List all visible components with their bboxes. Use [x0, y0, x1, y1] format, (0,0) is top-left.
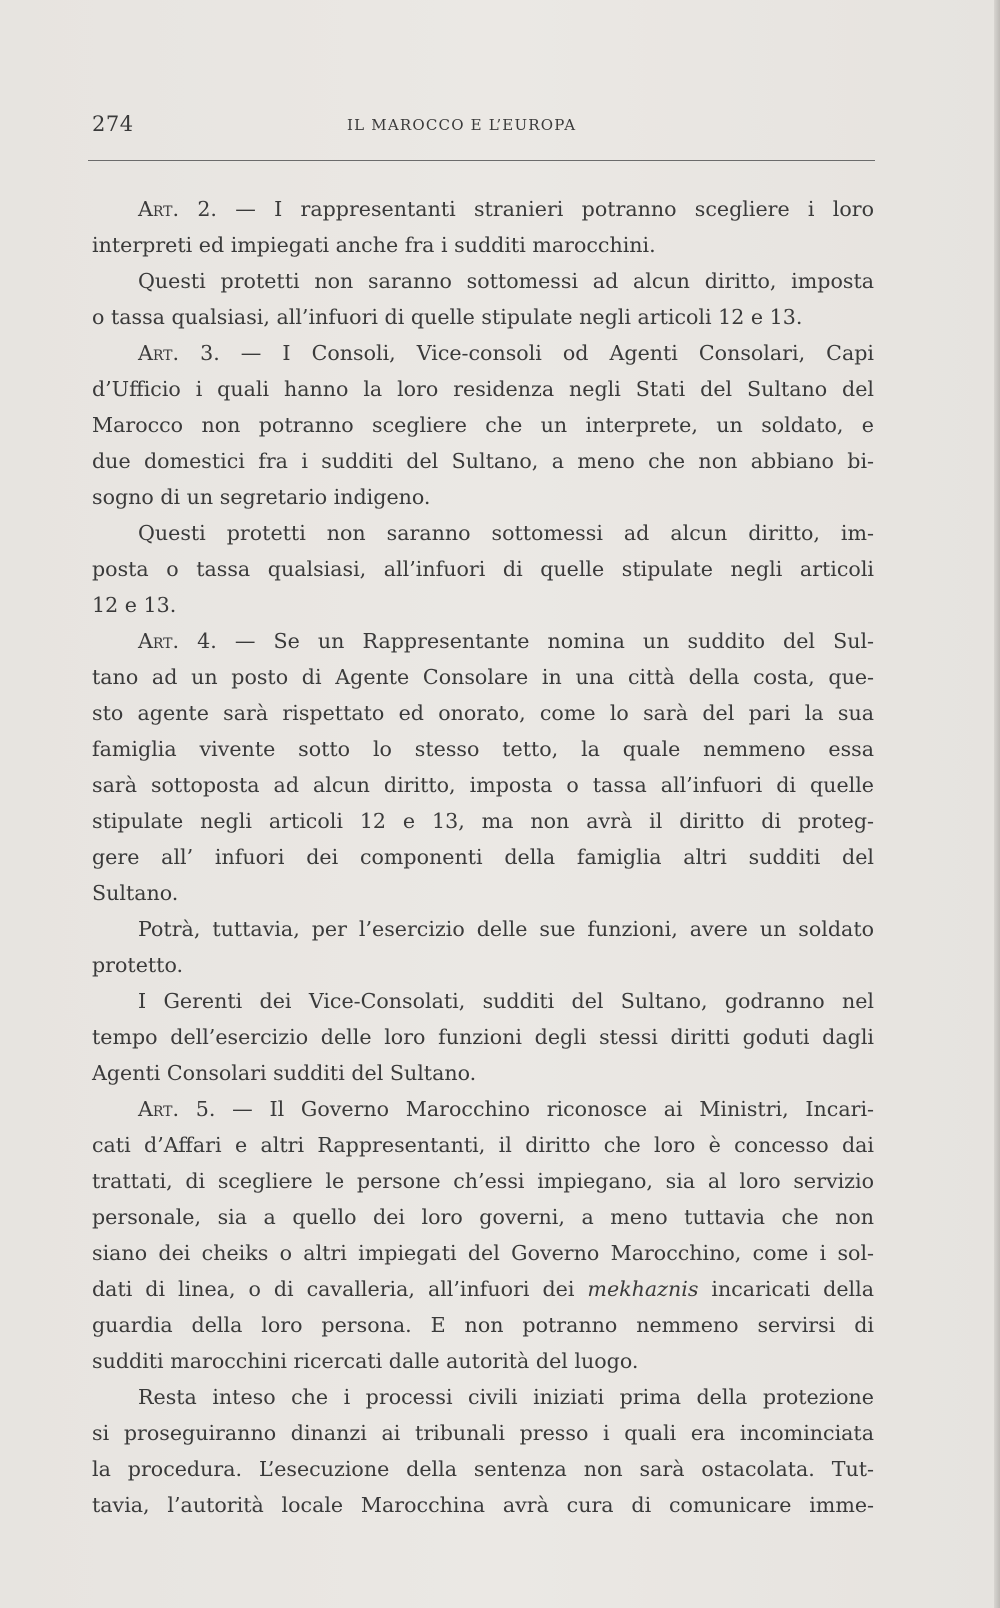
line-text: cati d’Affari e altri Rappresentanti, il diritto che loro è concesso dai — [92, 1133, 874, 1157]
line-text: 4. — Se un Rappresentante nomina un suddito del Sul- — [179, 629, 874, 653]
line-text: due domestici fra i sudditi del Sultano, a meno che non abbiano bi- — [92, 449, 874, 473]
line-text: guardia della loro persona. E non potranno nemmeno servirsi di — [92, 1313, 874, 1337]
text-line — [92, 1235, 874, 1271]
line-text: interpreti ed impiegati anche fra i sudditi marocchini. — [92, 233, 656, 257]
text-line — [92, 263, 874, 299]
text-line — [92, 551, 874, 587]
text-line — [92, 371, 874, 407]
text-line — [92, 983, 874, 1019]
italic-term: mekhaznis — [587, 1277, 699, 1301]
line-text: la procedura. L’esecuzione della sentenza non sarà ostacolata. Tut- — [92, 1457, 874, 1481]
page-edge-shadow — [994, 0, 1000, 1608]
text-line — [92, 947, 874, 983]
line-text: d’Ufficio i quali hanno la loro residenza negli Stati del Sultano del — [92, 377, 874, 401]
running-head: IL MAROCCO E L’EUROPA — [347, 116, 577, 134]
line-text: Marocco non potranno scegliere che un interprete, un soldato, e — [92, 413, 874, 437]
text-line — [92, 695, 874, 731]
text-line — [92, 335, 874, 371]
body-text — [92, 191, 874, 1523]
line-text: 3. — I Consoli, Vice-consoli od Agenti Consolari, Capi — [179, 341, 874, 365]
line-text: famiglia vivente sotto lo stesso tetto, la quale nemmeno essa — [92, 737, 874, 761]
text-line — [92, 1199, 874, 1235]
text-line — [92, 1451, 874, 1487]
article-label: Art. — [138, 629, 180, 653]
text-line — [92, 1091, 874, 1127]
line-text: 5. — Il Governo Marocchino riconosce ai Ministri, Incari- — [179, 1097, 874, 1121]
line-text: tempo dell’esercizio delle loro funzioni degli stessi diritti goduti dagli — [92, 1025, 874, 1049]
line-text: stipulate negli articoli 12 e 13, ma non avrà il diritto di proteg- — [92, 809, 874, 833]
line-text: sogno di un segretario indigeno. — [92, 485, 431, 509]
text-line — [92, 407, 874, 443]
header-rule — [88, 160, 875, 161]
article-label: Art. — [138, 341, 180, 365]
text-line — [92, 1271, 874, 1307]
text-line — [92, 227, 874, 263]
line-text: sto agente sarà rispettato ed onorato, come lo sarà del pari la sua — [92, 701, 874, 725]
text-line — [92, 875, 874, 911]
line-text: 2. — I rappresentanti stranieri potranno scegliere i loro — [179, 197, 874, 221]
line-text-continued: incaricati della — [698, 1277, 874, 1301]
text-line — [92, 191, 874, 227]
line-text: o tassa qualsiasi, all’infuori di quelle stipulate negli articoli 12 e 13. — [92, 305, 803, 329]
text-line — [92, 1307, 874, 1343]
line-text: siano dei cheiks o altri impiegati del Governo Marocchino, come i sol- — [92, 1241, 874, 1265]
line-text: Resta inteso che i processi civili iniziati prima della protezione — [138, 1385, 874, 1409]
text-line — [92, 803, 874, 839]
text-line — [92, 587, 874, 623]
text-line — [92, 1127, 874, 1163]
line-text: si proseguiranno dinanzi ai tribunali presso i quali era incominciata — [92, 1421, 874, 1445]
line-text: 12 e 13. — [92, 593, 177, 617]
line-text: Questi protetti non saranno sottomessi ad alcun diritto, im- — [138, 521, 874, 545]
line-text: Sultano. — [92, 881, 179, 905]
text-line — [92, 731, 874, 767]
line-text: Potrà, tuttavia, per l’esercizio delle sue funzioni, avere un soldato — [138, 917, 874, 941]
line-text: personale, sia a quello dei loro governi, a meno tuttavia che non — [92, 1205, 874, 1229]
text-line — [92, 1343, 874, 1379]
line-text: protetto. — [92, 953, 184, 977]
line-text: trattati, di scegliere le persone ch’essi impiegano, sia al loro servizio — [92, 1169, 874, 1193]
text-line — [92, 1415, 874, 1451]
line-text: I Gerenti dei Vice-Consolati, sudditi del Sultano, godranno nel — [138, 989, 874, 1013]
line-text: Agenti Consolari sudditi del Sultano. — [92, 1061, 477, 1085]
article-label: Art. — [138, 197, 180, 221]
page-header — [92, 112, 874, 146]
text-line — [92, 659, 874, 695]
text-line — [92, 1163, 874, 1199]
line-text: tavia, l’autorità locale Marocchina avrà cura di comunicare imme- — [92, 1493, 874, 1517]
text-line — [92, 299, 874, 335]
text-line — [92, 479, 874, 515]
text-line — [92, 623, 874, 659]
line-text: gere all’ infuori dei componenti della famiglia altri sudditi del — [92, 845, 874, 869]
line-text: tano ad un posto di Agente Consolare in una città della costa, que- — [92, 665, 874, 689]
text-line — [92, 1055, 874, 1091]
line-text: posta o tassa qualsiasi, all’infuori di quelle stipulate negli articoli — [92, 557, 874, 581]
text-line — [92, 515, 874, 551]
line-text: dati di linea, o di cavalleria, all’infuori dei — [92, 1277, 588, 1301]
line-text: Questi protetti non saranno sottomessi ad alcun diritto, imposta — [138, 269, 874, 293]
article-label: Art. — [138, 1097, 180, 1121]
page-number: 274 — [92, 112, 134, 136]
text-line — [92, 443, 874, 479]
text-line — [92, 911, 874, 947]
text-line — [92, 767, 874, 803]
line-text: sarà sottoposta ad alcun diritto, imposta o tassa all’infuori di quelle — [92, 773, 874, 797]
text-line — [92, 1379, 874, 1415]
text-line — [92, 1019, 874, 1055]
text-line — [92, 839, 874, 875]
line-text: sudditi marocchini ricercati dalle autorità del luogo. — [92, 1349, 639, 1373]
text-line — [92, 1487, 874, 1523]
